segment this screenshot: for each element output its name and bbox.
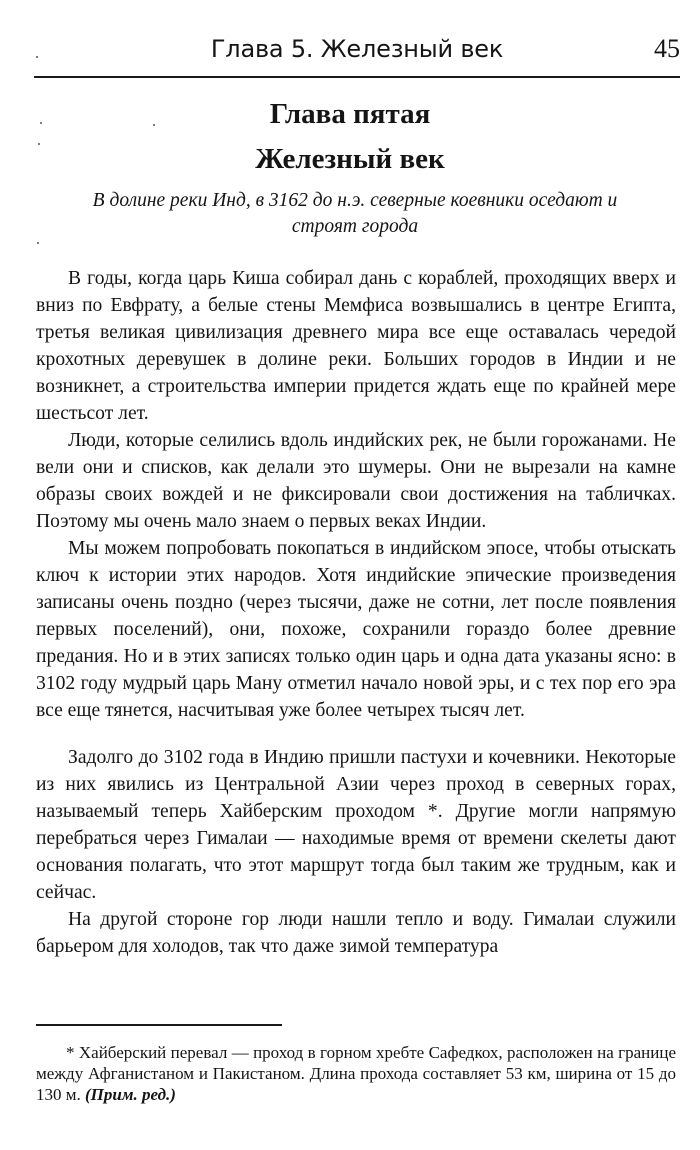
footnote-text: * Хайберский перевал — проход в горном хребте Сафедкох, расположен на границе между Афганистаном и Пакистаном. Длина прохода составляет 53 км, ширина от 15 до 130 м.	[36, 1043, 676, 1104]
paragraph: Мы можем попробовать покопаться в индийском эпосе, чтобы отыскать ключ к истории этих народов. Хотя индийские эпические произведения записаны очень поздно (через тысячи, даже не сотни, лет после появления первых поселений), они, похоже, сохранили гораздо более древние предания. Но и в этих записях только один царь и одна дата указаны ясно: в 3102 году мудрый царь Ману отметил начало новой эры, и с тех пор его эра все еще тянется, насчитывая уже более четырех тысяч лет.	[36, 538, 676, 721]
scan-speck	[36, 56, 38, 58]
footnote-rule	[36, 1024, 282, 1026]
paragraph: На другой стороне гор люди нашли тепло и воду. Гималаи служили барьером для холодов, так что даже зимой температура	[36, 909, 676, 957]
page-number: 45	[654, 34, 680, 63]
chapter-epigraph: В долине реки Инд, в 3162 до н.э. северные коевники оседают и строят города	[92, 190, 618, 237]
editor-note: (Прим. ред.)	[85, 1085, 176, 1104]
body-text	[36, 265, 676, 960]
chapter-number: Глава пятая	[269, 98, 431, 130]
paragraph: В годы, когда царь Киша собирал дань с кораблей, проходящих вверх и вниз по Евфрату, а белые стены Мемфиса возвышались в центре Египта, третья великая цивилизация древнего мира все еще оставалась чередой крохотных деревушек в долине реки. Больших городов в Индии и не возникнет, а строительства империи придется ждать еще по крайней мере шестьсот лет.	[36, 268, 676, 424]
scan-speck	[38, 143, 40, 145]
running-header	[34, 34, 680, 64]
scan-speck	[37, 242, 39, 244]
paragraph: Задолго до 3102 года в Индию пришли пастухи и кочевники. Некоторые из них явились из Центральной Азии через проход в северных горах, называемый теперь Хайберским проходом *. Другие могли напрямую перебраться через Гималаи — находимые время от времени скелеты дают основания полагать, что этот маршрут тогда был таким же трудным, как и сейчас.	[36, 747, 676, 903]
scan-speck	[153, 124, 155, 126]
chapter-title: Железный век	[255, 143, 445, 175]
header-rule	[34, 76, 680, 78]
scan-speck	[40, 122, 42, 124]
footnote	[36, 1042, 676, 1105]
running-title: Глава 5. Железный век	[210, 35, 504, 63]
paragraph: Люди, которые селились вдоль индийских рек, не были горожанами. Не вели они и списков, как делали это шумеры. Они не вырезали на камне образы своих вождей и не фиксировали свои достижения на табличках. Поэтому мы очень мало знаем о первых веках Индии.	[36, 430, 676, 532]
